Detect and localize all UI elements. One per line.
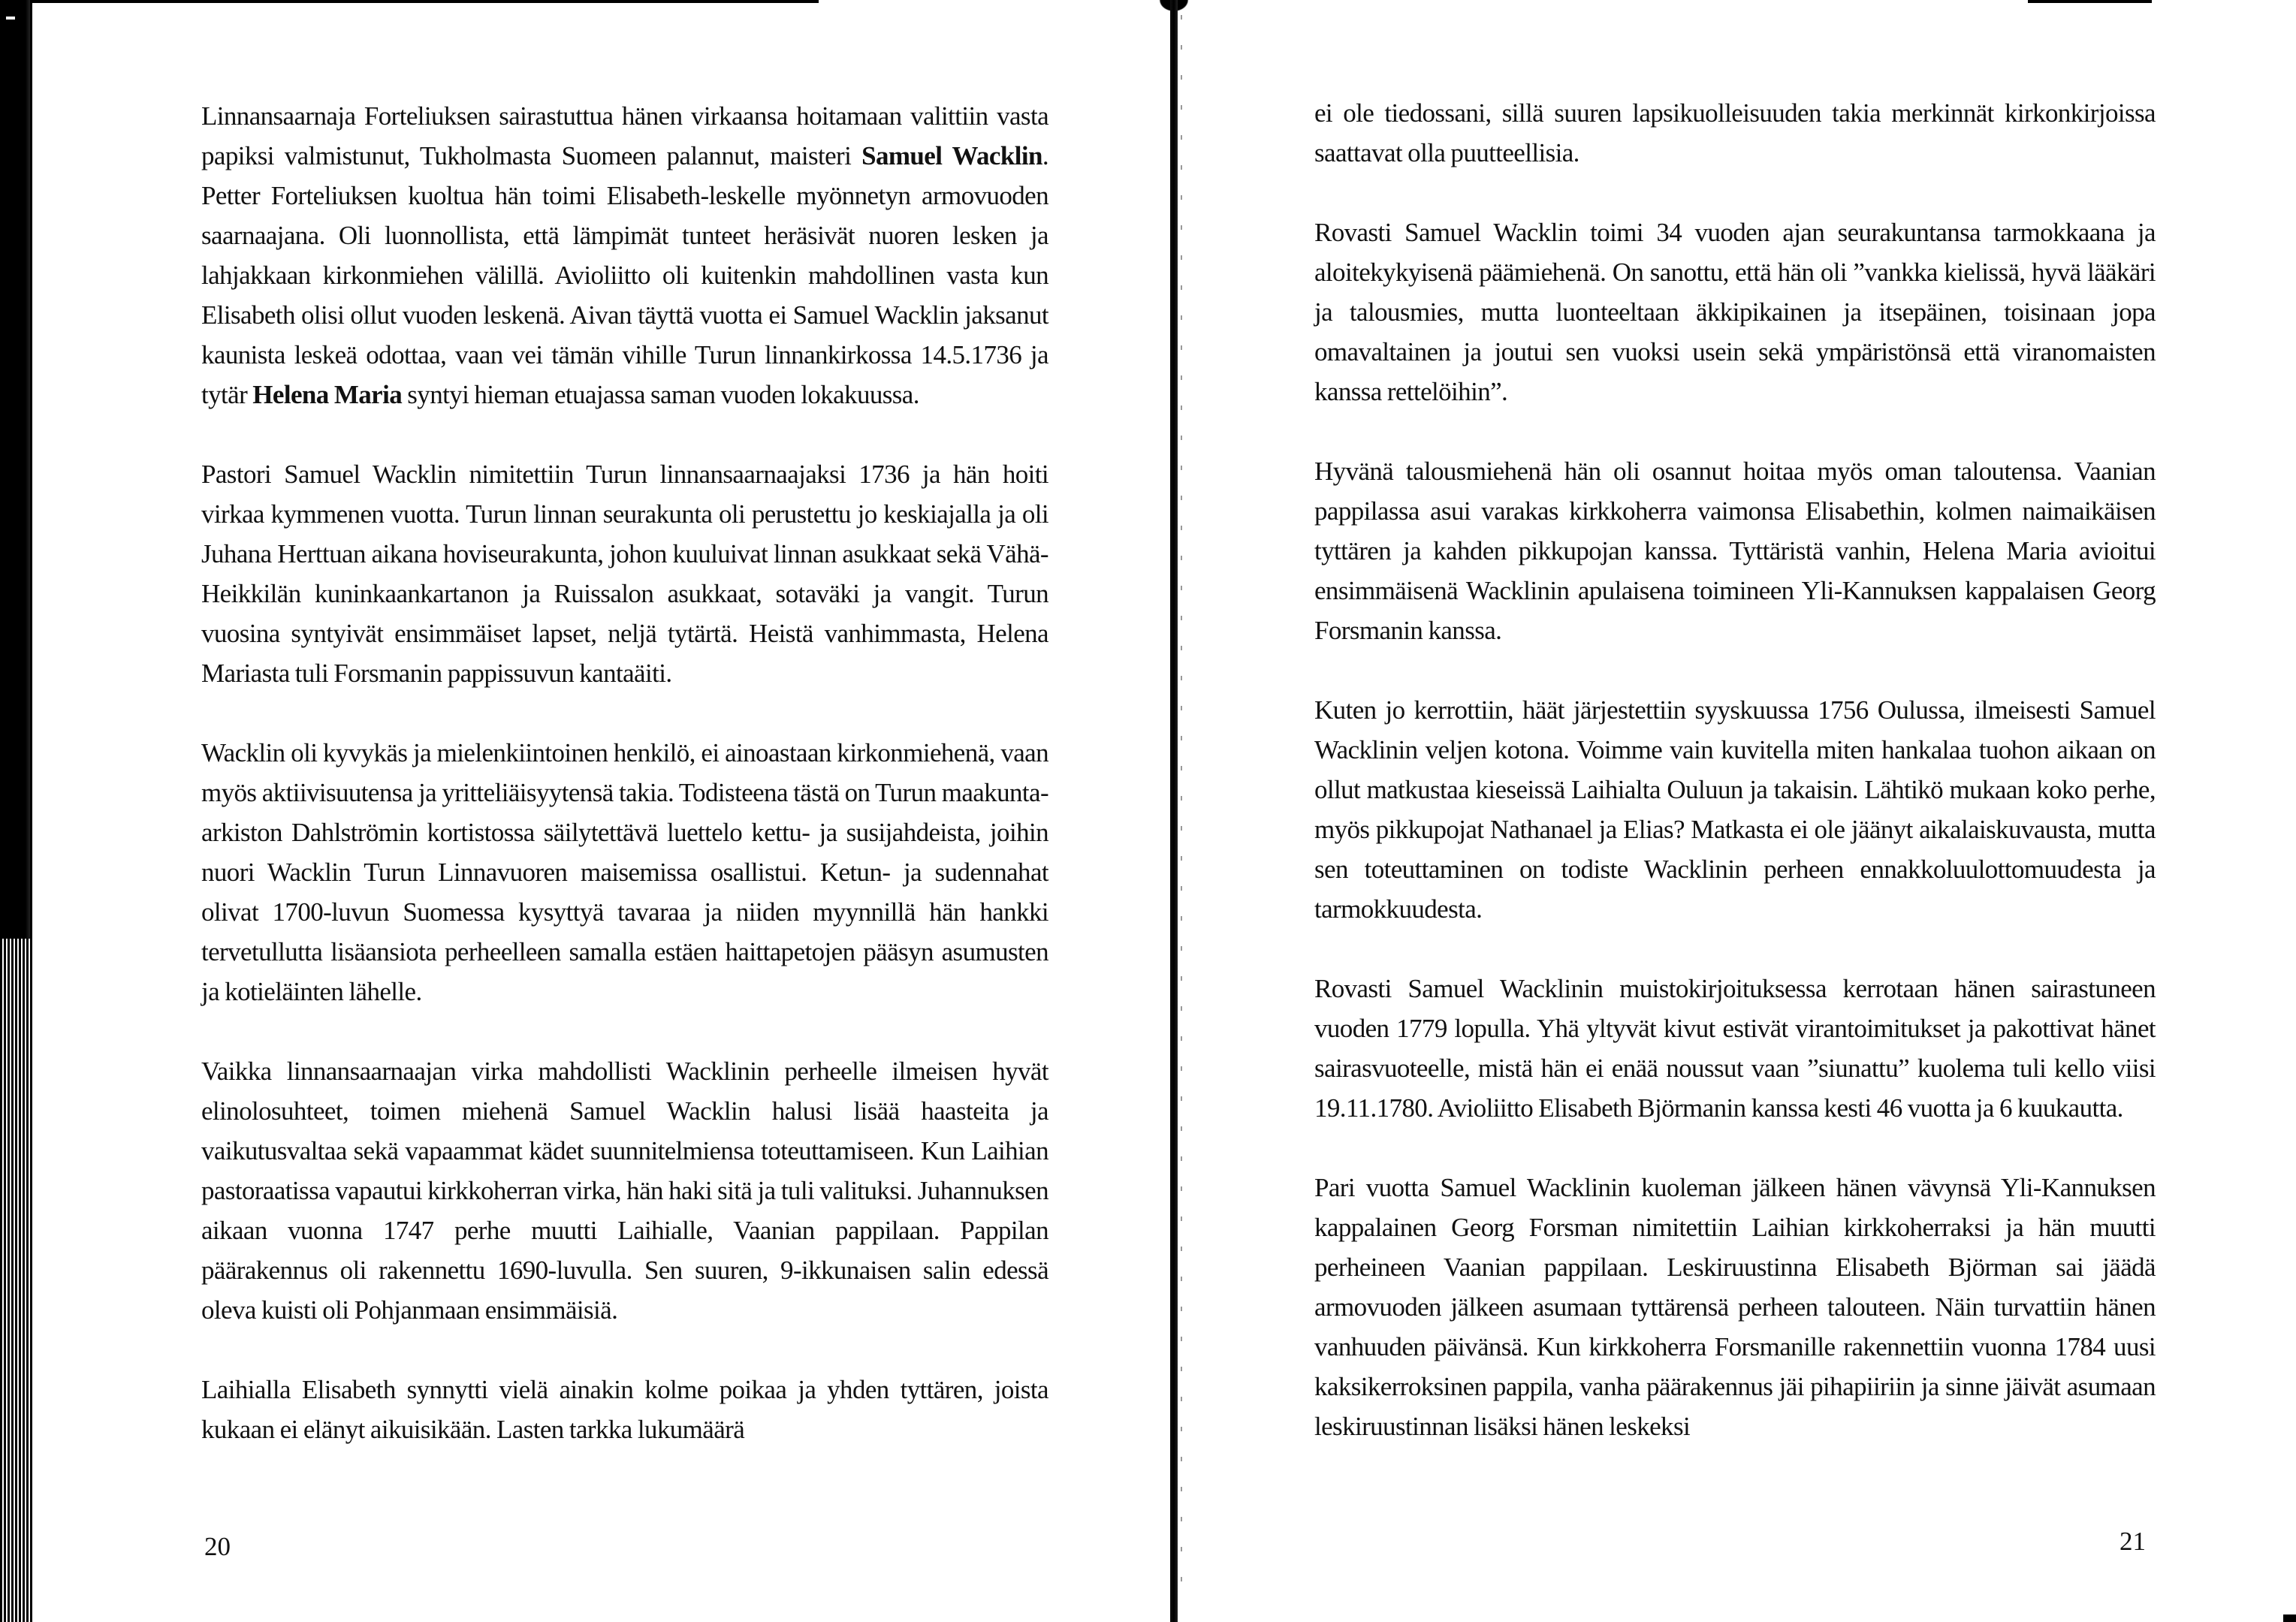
paragraph <box>1314 1168 2156 1446</box>
text-run: ei ole tiedossani, sillä suuren lapsikuolleisuuden takia merkinnät kirkonkirjoissa saattavat olla puutteellisia. <box>1314 98 2156 167</box>
paragraph <box>1314 969 2156 1128</box>
paragraph <box>201 454 1048 693</box>
text-run: Kuten jo kerrottiin, häät järjestettiin syyskuussa 1756 Oulussa, ilmeisesti Samuel Wacklinin veljen kotona. Voimme vain kuvitella miten hankalaa tuohon aikaan on ollut matkustaa kieseissä Laihialta Ouluun ja takaisin. Lähtikö mukaan koko perhe, myös pikkupojat Nathanael ja Elias? Matkasta ei ole jäänyt aikalaiskuvausta, mutta sen toteuttaminen on todiste Wacklinin perheen ennakkoluulottomuudesta ja tarmokkuudesta. <box>1314 695 2156 924</box>
binding-shadow <box>0 0 30 939</box>
paragraph <box>201 1370 1048 1449</box>
paragraph <box>201 733 1048 1011</box>
text-run: Pari vuotta Samuel Wacklinin kuoleman jälkeen hänen vävynsä Yli-Kannuksen kappalainen Georg Forsman nimitettiin Laihian kirkkoherraksi ja hän muutti perheineen Vaanian pappilaan. Leskiruustinna Elisabeth Björman sai jäädä armovuoden jälkeen asumaan tyttärensä perheen talouteen. Näin turvattiin hänen vanhuuden päivänsä. Kun kirkkoherra Forsmanille rakennettiin vuonna 1784 uusi kaksikerroksinen pappila, vanha päärakennus jäi pihapiiriin ja sinne jäivät asumaan leskiruustinnan lisäksi hänen leskeksi <box>1314 1173 2156 1441</box>
paragraph <box>201 1051 1048 1330</box>
page-number-left: 20 <box>204 1532 231 1561</box>
top-edge-shadow-right <box>2028 0 2152 3</box>
text-run: . Petter Forteliuksen kuoltua hän toimi Elisabeth-leskelle myönnetyn armovuoden saarnaajana. Oli luonnollista, että lämpimät tunteet heräsivät nuoren lesken ja lahjakkaan kirkonmiehen välillä. Avioliitto oli kuitenkin mahdollinen vasta kun Elisabeth olisi ollut vuoden leskenä. Aivan täyttä vuotta ei Samuel Wacklin jaksanut kaunista leskeä odottaa, vaan vei tämän vihille Turun linnankirkossa 14.5.1736 ja tytär <box>201 141 1048 409</box>
left-binding-edge <box>0 0 33 1622</box>
text-run: Laihialla Elisabeth synnytti vielä ainakin kolme poikaa ja yhden tyttären, joista kukaan ei elänyt aikuisikään. Lasten tarkka lukumäärä <box>201 1375 1048 1444</box>
page-number-right: 21 <box>2120 1527 2146 1556</box>
text-run: Pastori Samuel Wacklin nimitettiin Turun linnansaarnaajaksi 1736 ja hän hoiti virkaa kymmenen vuotta. Turun linnan seurakunta oli perustettu jo keskiajalla ja oli Juhana Herttuan aikana hoviseurakunta, johon kuuluivat linnan asukkaat sekä Vähä-Heikkilän kuninkaankartanon ja Ruissalon asukkaat, sotaväki ja vangit. Turun vuosina syntyivät ensimmäiset lapset, neljä tytärtä. Heistä vanhimmasta, Helena Mariasta tuli Forsmanin pappissuvun kantaäiti. <box>201 460 1048 688</box>
right-page-body <box>1314 93 2156 1486</box>
text-run: Rovasti Samuel Wacklinin muistokirjoituksessa kerrotaan hänen sairastuneen vuoden 1779 lopulla. Yhä yltyvät kivut estivät virantoimitukset ja pakottivat hänet sairasvuoteelle, mistä hän ei enää noussut vaan ”siunattu” kuolema tuli kello viisi 19.11.1780. Avioliitto Elisabeth Björmanin kanssa kesti 46 vuotta ja 6 kuukautta. <box>1314 974 2156 1123</box>
text-run: syntyi hieman etuajassa saman vuoden lokakuussa. <box>402 380 919 409</box>
paragraph <box>1314 213 2156 412</box>
text-run: Linnansaarnaja Forteliuksen sairastuttua hänen virkaansa hoitamaan valittiin vasta papiksi valmistunut, Tukholmasta Suomeen palannut, maisteri <box>201 101 1048 170</box>
text-run: Rovasti Samuel Wacklin toimi 34 vuoden ajan seurakuntansa tarmokkaana ja aloitekykyisenä päämiehenä. On sanottu, että hän oli ”vankka kielissä, hyvä lääkäri ja talousmies, mutta luonteeltaan äkkipikainen ja itsepäinen, toisinaan jopa omavaltainen ja joutui sen vuoksi usein sekä ympäristönsä että viranomaisten kanssa rettelöihin”. <box>1314 218 2156 406</box>
paragraph <box>1314 451 2156 650</box>
text-run: Wacklin oli kyvykäs ja mielenkiintoinen henkilö, ei ainoastaan kirkonmiehenä, vaan myös aktiivisuutensa ja yritteliäisyytensä takia. Todisteena tästä on Turun maakunta-arkiston Dahlströmin kortistossa säilytettävä luettelo kettu- ja susijahdeista, joihin nuori Wacklin Turun Linnavuoren maisemissa osallistui. Ketun- ja sudennahat olivat 1700-luvun Suomessa kysyttyä tavaraa ja niiden myynnillä hän hankki tervetullutta lisäansiota perheelleen samalla estäen haittapetojen pääsyn asumusten ja kotieläinten lähelle. <box>201 738 1048 1006</box>
book-spine <box>1170 0 1178 1622</box>
top-edge-shadow-left <box>30 0 819 3</box>
text-run: Hyvänä talousmiehenä hän oli osannut hoitaa myös oman taloutensa. Vaanian pappilassa asui varakas kirkkoherra vaimonsa Elisabethin, kolmen naimaikäisen tyttären ja kahden pikkupojan kanssa. Tyttäristä vanhin, Helena Maria avioitui ensimmäisenä Wacklinin apulaisena toimineen Yli-Kannuksen kappalaisen Georg Forsmanin kanssa. <box>1314 457 2156 645</box>
paragraph <box>1314 93 2156 173</box>
bold-name: Samuel Wacklin <box>861 141 1042 170</box>
paragraph <box>201 96 1048 415</box>
left-page-body <box>201 96 1048 1489</box>
paragraph <box>1314 690 2156 929</box>
corner-mark <box>2283 1614 2296 1622</box>
text-run: Vaikka linnansaarnaajan virka mahdollisti Wacklinin perheelle ilmeisen hyvät elinolosuhteet, toimen miehenä Samuel Wacklin halusi lisää haasteita ja vaikutusvaltaa sekä vapaammat kädet suunnitelmiensa toteuttamiseen. Kun Laihian pastoraatissa vapautui kirkkoherran virka, hän haki sitä ja tuli valituksi. Juhannuksen aikaan vuonna 1747 perhe muutti Laihialle, Vaanian pappilaan. Pappilan päärakennus oli rakennettu 1690-luvulla. Sen suuren, 9-ikkunaisen salin edessä oleva kuisti oli Pohjanmaan ensimmäisiä. <box>201 1057 1048 1325</box>
binding-mark <box>6 17 15 20</box>
spine-gutter-noise <box>1181 15 1182 1607</box>
bold-name: Helena Maria <box>252 380 403 409</box>
